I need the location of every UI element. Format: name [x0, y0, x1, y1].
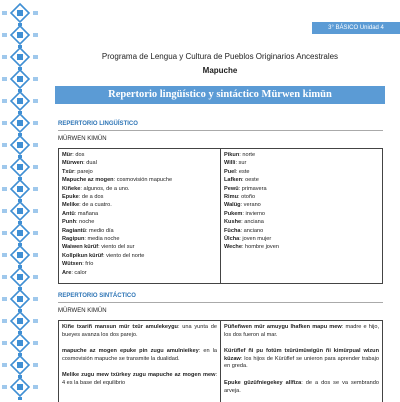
- syntax-entry: [62, 348, 217, 363]
- vocabulary-row: [224, 159, 379, 167]
- vocabulary-term: Melike: [62, 202, 80, 209]
- pattern-shape: [17, 208, 23, 214]
- vocabulary-row: [62, 159, 217, 167]
- vocabulary-meaning: : dos: [72, 152, 85, 158]
- pattern-shape: [17, 98, 23, 104]
- linguistic-subtitle: MÜRWEN KIMÜN: [58, 136, 107, 142]
- vocabulary-row: [62, 193, 217, 201]
- vocabulary-meaning: : anciana: [241, 219, 264, 226]
- syntax-phrase: mapuche az mogen epuke pin zugu amulnieikey: [62, 348, 199, 355]
- vocabulary-term: Willi: [224, 160, 236, 167]
- pattern-shape: [17, 76, 23, 82]
- pattern-shape: [2, 363, 7, 367]
- vocabulary-term: Pikun: [224, 152, 240, 158]
- vocabulary-meaning: : dual: [83, 160, 97, 167]
- pattern-shape: [33, 297, 38, 301]
- vocabulary-meaning: : primavera: [238, 185, 267, 192]
- pattern-shape: [33, 363, 38, 367]
- syntactic-subtitle: MÜRWEN KIMÜN: [58, 308, 107, 314]
- vocabulary-row: [224, 201, 379, 209]
- vocabulary-meaning: : noche: [75, 219, 95, 226]
- vocabulary-meaning: : joven mujer: [239, 236, 272, 243]
- pattern-shape: [17, 230, 23, 236]
- pattern-shape: [33, 121, 38, 125]
- pattern-shape: [2, 11, 7, 15]
- vocabulary-meaning: : parejo: [74, 168, 93, 175]
- syntax-translation: : los hijos de Kürüflef se unieron para aprender trabajo en greda.: [224, 355, 379, 370]
- linguistic-section-title: REPERTORIO LINGÜÍSTICO: [58, 121, 138, 127]
- pattern-shape: [2, 187, 7, 191]
- vocabulary-row: [224, 185, 379, 193]
- program-title: Programa de Lengua y Cultura de Pueblos Originarios Ancestrales: [101, 52, 339, 61]
- pattern-shape: [33, 385, 38, 389]
- pattern-shape: [2, 77, 7, 81]
- vocabulary-term: Wütxen: [62, 261, 83, 268]
- vocabulary-term: Kiñeke: [62, 185, 81, 192]
- syntactic-section-title: REPERTORIO SINTÁCTICO: [58, 293, 136, 299]
- decorative-border: [0, 0, 40, 400]
- pattern-shape: [33, 275, 38, 279]
- vocabulary-row: [62, 260, 217, 268]
- vocabulary-term: Kollpikun kürüf: [62, 252, 104, 259]
- pattern-shape: [33, 231, 38, 235]
- vocabulary-term: Txür: [62, 168, 75, 175]
- syntax-entry: [62, 324, 217, 339]
- syntax-translation: : una yunta de bueyes avanza los dos parejo.: [62, 324, 217, 338]
- vocabulary-term: Pukem: [224, 210, 243, 217]
- vocabulary-row: [62, 235, 217, 243]
- pattern-shape: [33, 209, 38, 213]
- pattern-shape: [17, 10, 23, 16]
- vocabulary-row: [62, 185, 217, 193]
- syntax-entry: [224, 324, 379, 339]
- vocabulary-term: Antü: [62, 210, 75, 217]
- pattern-shape: [33, 341, 38, 345]
- syntax-table: [58, 320, 383, 402]
- vocabulary-meaning: : viento del norte: [103, 252, 145, 259]
- vocabulary-meaning: : hombre joven: [241, 244, 279, 251]
- pattern-shape: [2, 253, 7, 257]
- syntax-column-left: [59, 321, 220, 402]
- vocabulary-meaning: : media noche: [84, 236, 120, 243]
- pattern-shape: [17, 54, 23, 60]
- vocabulary-meaning: : de a cuatro.: [79, 202, 112, 209]
- pattern-shape: [33, 143, 38, 147]
- pattern-shape: [33, 33, 38, 37]
- vocabulary-meaning: : de a dos: [78, 194, 104, 201]
- vocabulary-row: [62, 168, 217, 176]
- syntax-translation: : de a dos se va sembrando arveja.: [224, 379, 379, 394]
- vocabulary-term: Mapuche az mogen: [62, 177, 114, 184]
- mapuche-pattern-icon: [0, 0, 40, 400]
- vocabulary-row: [62, 218, 217, 226]
- people-title: Mapuche: [202, 66, 238, 75]
- pattern-shape: [17, 340, 23, 346]
- syntax-phrase: Kiñe txariñ mansun mür txür amulekeygu: [62, 324, 178, 330]
- pattern-shape: [33, 319, 38, 323]
- pattern-shape: [17, 362, 23, 368]
- pattern-shape: [2, 33, 7, 37]
- vocabulary-meaning: : calor: [71, 269, 87, 276]
- syntax-phrase: Melike zugu mew txürkey zugu mapuche az mogen mew: [62, 372, 216, 379]
- vocabulary-term: Ülcha: [224, 236, 240, 243]
- pattern-shape: [2, 385, 7, 389]
- syntax-translation: : 4 es la base del equilibrio: [62, 372, 217, 386]
- vocabulary-term: Punh: [62, 219, 76, 226]
- vocabulary-meaning: : sur: [235, 160, 247, 167]
- pattern-shape: [33, 11, 38, 15]
- vocabulary-term: Fücha: [224, 227, 241, 234]
- vocabulary-row: [62, 243, 217, 251]
- syntax-phrase: Kürüflef ñi pu fotüm txürümüwigün ñi kimürpual wizun küzaw: [224, 348, 379, 362]
- pattern-shape: [2, 209, 7, 213]
- vocabulary-row: [62, 227, 217, 235]
- vocabulary-term: Ragiantü: [62, 227, 86, 234]
- page-banner: Repertorio lingüístico y sintáctico Mürwen kimün: [55, 86, 385, 104]
- vocabulary-row: [224, 227, 379, 235]
- vocabulary-term: Mürwen: [62, 160, 84, 167]
- syntax-translation: : madre e hijo, los dos fueron al mar.: [224, 324, 379, 338]
- vocabulary-meaning: : algunos, de a uno.: [80, 185, 130, 192]
- pattern-shape: [2, 319, 7, 323]
- vocabulary-column-left: [59, 149, 220, 283]
- vocabulary-meaning: : invierno: [242, 210, 266, 217]
- vocabulary-term: Kushe: [224, 219, 242, 226]
- pattern-shape: [33, 165, 38, 169]
- pattern-shape: [2, 143, 7, 147]
- vocabulary-row: [224, 243, 379, 251]
- vocabulary-term: Rimu: [224, 194, 238, 201]
- vocabulary-row: [224, 218, 379, 226]
- syntax-entry: [224, 380, 379, 395]
- vocabulary-row: [224, 176, 379, 184]
- vocabulary-row: [224, 193, 379, 201]
- pattern-shape: [2, 231, 7, 235]
- pattern-shape: [2, 341, 7, 345]
- pattern-shape: [2, 165, 7, 169]
- vocabulary-row: [62, 151, 217, 159]
- pattern-shape: [33, 99, 38, 103]
- vocabulary-term: Mür: [62, 152, 73, 158]
- vocabulary-term: Weche: [224, 244, 242, 251]
- vocabulary-row: [62, 210, 217, 218]
- vocabulary-row: [224, 210, 379, 218]
- pattern-shape: [17, 164, 23, 170]
- pattern-shape: [17, 32, 23, 38]
- pattern-shape: [33, 77, 38, 81]
- pattern-shape: [2, 275, 7, 279]
- pattern-shape: [2, 121, 7, 125]
- vocabulary-meaning: : este: [235, 168, 250, 175]
- vocabulary-row: [62, 269, 217, 277]
- vocabulary-column-right: [220, 149, 382, 283]
- vocabulary-row: [62, 252, 217, 260]
- vocabulary-term: Puel: [224, 168, 236, 175]
- pattern-shape: [17, 252, 23, 258]
- pattern-shape: [17, 384, 23, 390]
- vocabulary-meaning: : anciano: [240, 227, 264, 234]
- divider: [58, 302, 383, 303]
- vocabulary-row: [224, 235, 379, 243]
- vocabulary-table: [58, 148, 383, 284]
- pattern-shape: [33, 55, 38, 59]
- divider: [58, 130, 383, 131]
- pattern-shape: [17, 318, 23, 324]
- vocabulary-meaning: : frío: [82, 261, 94, 268]
- vocabulary-term: Are: [62, 269, 72, 276]
- syntax-translation: : en la cosmovisión mapuche se transmite la dualidad.: [62, 348, 217, 362]
- vocabulary-meaning: : medio día: [85, 227, 114, 234]
- pattern-shape: [17, 120, 23, 126]
- vocabulary-row: [62, 176, 217, 184]
- vocabulary-meaning: : oeste: [242, 177, 259, 184]
- vocabulary-meaning: : viento del sur: [98, 244, 135, 251]
- syntax-phrase: Epuke güzüfniegekey allfiza: [224, 379, 302, 386]
- pattern-shape: [2, 297, 7, 301]
- syntax-entry: [224, 348, 379, 371]
- vocabulary-term: Lafken: [224, 177, 243, 184]
- vocabulary-row: [224, 168, 379, 176]
- vocabulary-term: Pewü: [224, 185, 239, 192]
- vocabulary-meaning: : mañana: [74, 210, 99, 217]
- vocabulary-meaning: : norte: [239, 152, 256, 158]
- vocabulary-meaning: : otoño: [237, 194, 256, 201]
- vocabulary-term: Walüg: [224, 202, 241, 209]
- pattern-shape: [33, 253, 38, 257]
- pattern-shape: [17, 186, 23, 192]
- syntax-entry: [62, 372, 217, 387]
- vocabulary-term: Epuke: [62, 194, 79, 201]
- vocabulary-term: Ragipun: [62, 236, 85, 243]
- vocabulary-row: [224, 151, 379, 159]
- syntax-phrase: Püñeñwen mür amuygu lhafken mapu mew: [224, 324, 342, 330]
- pattern-shape: [2, 99, 7, 103]
- vocabulary-meaning: : verano: [240, 202, 261, 209]
- pattern-shape: [33, 187, 38, 191]
- vocabulary-term: Waiwen kürüf: [62, 244, 99, 251]
- pattern-shape: [17, 296, 23, 302]
- pattern-shape: [2, 55, 7, 59]
- vocabulary-row: [62, 201, 217, 209]
- pattern-shape: [17, 142, 23, 148]
- syntax-column-right: [220, 321, 382, 402]
- vocabulary-meaning: : cosmovisión mapuche: [113, 177, 173, 184]
- pattern-shape: [17, 274, 23, 280]
- grade-badge: 3° BÁSICO Unidad 4: [312, 22, 400, 34]
